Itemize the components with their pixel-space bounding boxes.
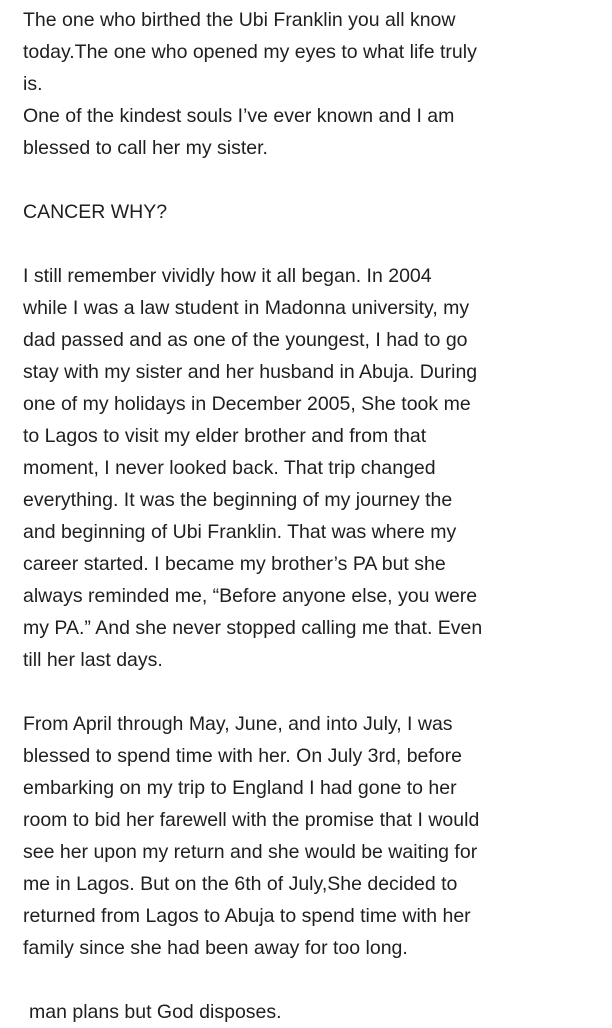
text-line: I still remember vividly how it all began. In 2004 xyxy=(23,265,432,287)
text-line: family since she had been away for too long. xyxy=(23,937,408,959)
paragraph-gap xyxy=(23,964,594,996)
text-line: everything. It was the beginning of my journey the xyxy=(23,489,453,511)
text-line: moment, I never looked back. That trip changed xyxy=(23,457,436,479)
text-line: returned from Lagos to Abuja to spend time with her xyxy=(23,905,471,927)
text-line: room to bid her farewell with the promise that I would xyxy=(23,809,480,831)
paragraph-intro xyxy=(23,4,594,164)
text-line: today.The one who opened my eyes to what life truly xyxy=(23,41,477,63)
text-line: dad passed and as one of the youngest, I had to go xyxy=(23,329,468,351)
text-line: career started. I became my brother’s PA but she xyxy=(23,553,446,575)
paragraph-gap xyxy=(23,676,594,708)
text-line: to Lagos to visit my elder brother and from that xyxy=(23,425,427,447)
paragraph-final-months xyxy=(23,708,594,964)
text-line: and beginning of Ubi Franklin. That was where my xyxy=(23,521,457,543)
text-line: till her last days. xyxy=(23,649,163,671)
text-line: The one who birthed the Ubi Franklin you all know xyxy=(23,9,456,31)
paragraph-memory xyxy=(23,260,594,676)
text-line: CANCER WHY? xyxy=(23,201,168,223)
text-line: stay with my sister and her husband in Abuja. During xyxy=(23,361,478,383)
text-line: embarking on my trip to England I had gone to her xyxy=(23,777,457,799)
text-line: while I was a law student in Madonna university, my xyxy=(23,297,470,319)
paragraph-gap xyxy=(23,228,594,260)
text-line: One of the kindest souls I’ve ever known and I am xyxy=(23,105,455,127)
paragraph-gap xyxy=(23,164,594,196)
text-line: blessed to call her my sister. xyxy=(23,137,268,159)
text-line: blessed to spend time with her. On July 3rd, before xyxy=(23,745,462,767)
text-line: my PA.” And she never stopped calling me that. Even xyxy=(23,617,483,639)
text-line: one of my holidays in December 2005, She took me xyxy=(23,393,471,415)
paragraph-closing xyxy=(23,996,594,1028)
text-line: man plans but God disposes. xyxy=(29,1001,282,1023)
text-line: always reminded me, “Before anyone else, you were xyxy=(23,585,478,607)
text-line: is. xyxy=(23,73,43,95)
text-line: From April through May, June, and into July, I was xyxy=(23,713,453,735)
text-line: see her upon my return and she would be waiting for xyxy=(23,841,478,863)
paragraph-heading xyxy=(23,196,594,228)
text-line: me in Lagos. But on the 6th of July,She decided to xyxy=(23,873,458,895)
